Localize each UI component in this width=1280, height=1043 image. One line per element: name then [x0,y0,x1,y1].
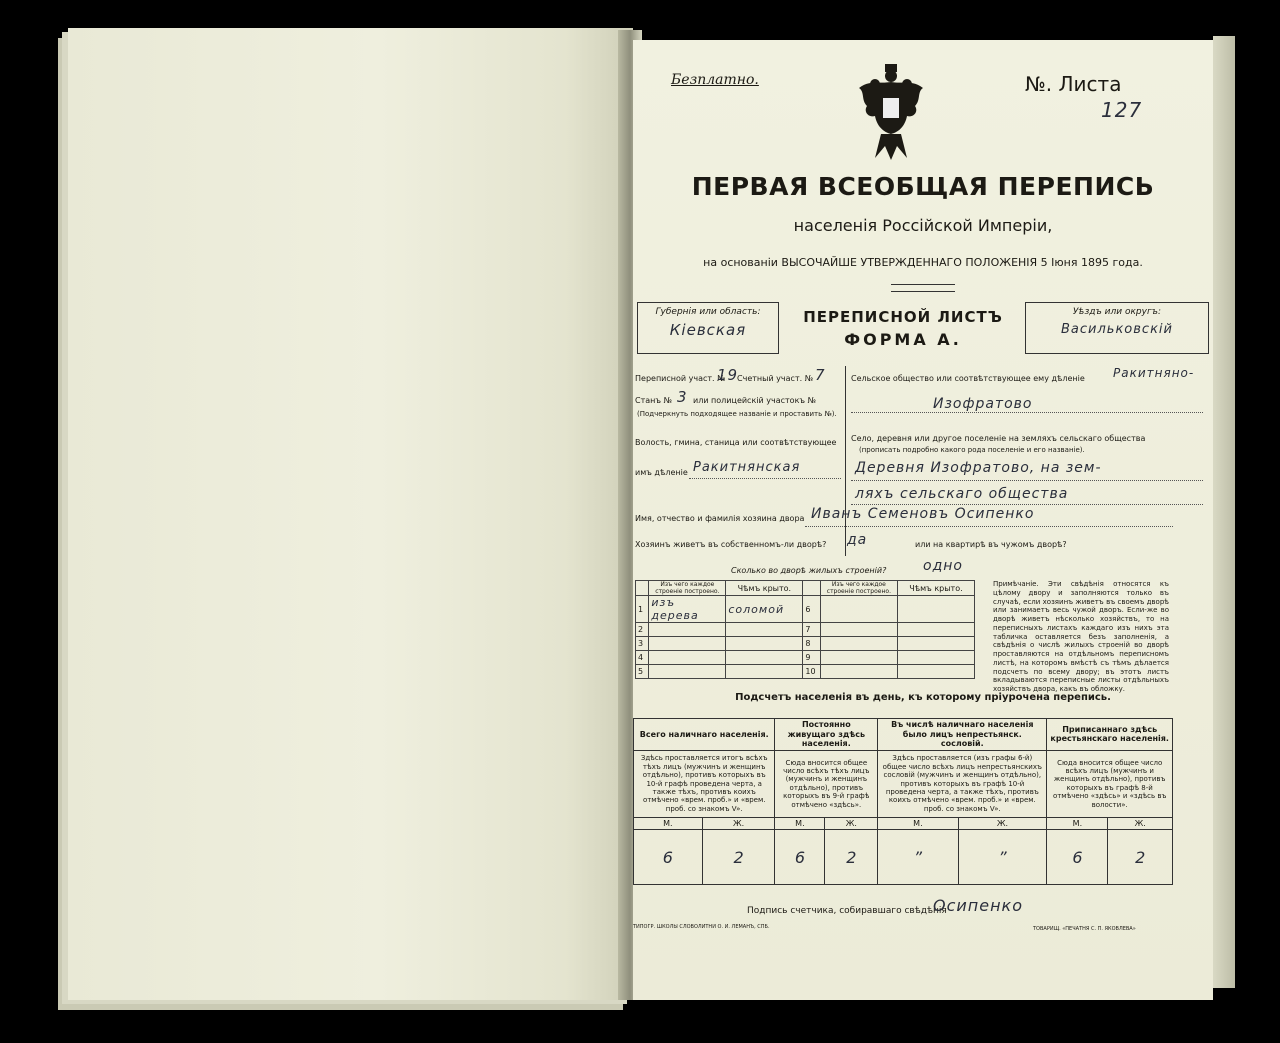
census-form-page [633,40,1213,1000]
double-headed-eagle-icon [851,62,931,162]
summary-col-desc: Здѣсь проставляется итогъ всѣхъ тѣхъ лицъ (мужчинъ и женщинъ отдѣльно), противъ которыхъ въ 10-й графѣ проведена черта, а также тѣхъ, противъ коихъ отмѣчено «врем. проб.» и «врем. проб. со знакомъ V». [634,750,775,817]
sheet-number: 127 [1101,98,1143,122]
nonpeasant-female-value: ” [958,830,1047,885]
summary-title: Подсчетъ населенія въ день, къ которому пріурочена перепись. [735,692,1111,703]
district-label: Уѣздъ или округъ: [1072,307,1162,317]
nonpeasant-male-value: ” [878,830,958,885]
volost-label: Волость, гмина, станица или соотвѣтствующее [635,438,837,447]
society-value-1: Ракитняно- [1113,366,1195,380]
peasant-female-value: 2 [1108,830,1173,885]
owner-line [805,526,1173,527]
lives-own-label: Хозяинъ живетъ въ собственномъ-ли дворѣ? [635,540,827,549]
summary-col-desc: Сюда вносится общее число всѣхъ тѣхъ лицъ (мужчинъ и женщинъ отдѣльно), противъ которыхъ въ 9-й графѣ отмѣчено «здѣсь». [775,750,878,817]
printer-right: ТОВАРИЩ. «ПЕЧАТНЯ С. П. ЯКОВЛЕВА» [1033,926,1136,932]
apartment-label: или на квартирѣ въ чужомъ дворѣ? [915,540,1067,549]
printer-left: ТИПОГР. ШКОЛЫ СЛОВОЛИТНИ О. И. ЛЕМАНЪ, СПБ. [633,924,770,930]
counting-section-value: 7 [815,366,826,384]
table-row: 5 10 [636,665,975,679]
buildings-note: Примѣчаніе. Эти свѣдѣнія относятся къ цѣлому двору и заполняются только въ случаѣ, если хозяинъ живетъ въ своемъ дворѣ или занимаетъ весь чужой дворъ. Если-же во дворѣ живетъ нѣсколько хозяйствъ, то на переписныхъ листахъ каждаго изъ нихъ эта табличка оставляется безъ заполненія, а свѣдѣнія о числѣ жилыхъ строеній во дворѣ проставляются на отдѣльномъ переписномъ листѣ, на которомъ вмѣстѣ съ тѣмъ дѣлается подсчетъ по всему двору; въ этотъ листъ вкладываются переписные листы отдѣльныхъ хозяйствъ двора, какъ въ обложку. [993,580,1169,693]
village-label: Село, деревня или другое поселеніе на земляхъ сельскаго общества [851,434,1146,443]
district-value: Васильковскій [1061,322,1173,337]
summary-col-head: Постоянно живущаго здѣсь населенія. [775,719,878,751]
stan-label: Станъ № [635,396,672,405]
summary-col-head: Приписаннаго здѣсь крестьянскаго населенія. [1047,719,1173,751]
form-type-title: ПЕРЕПИСНОЙ ЛИСТЪ [803,308,1003,326]
population-summary-table [633,718,1173,885]
census-section-label: Переписной участ. № [635,374,726,383]
table-row: 3 8 [636,637,975,651]
province-label: Губернія или область: [655,307,761,317]
table-row: 1 изъ дерева соломой 6 [636,596,975,623]
summary-col-desc: Здѣсь проставляется (изъ графы 6-й) общее число всѣхъ лицъ непрестьянскихъ сословій (мужчинъ и женщинъ отдѣльно), противъ которыхъ въ графѣ 10-й проведена черта, а также тѣхъ, противъ коихъ отмѣчено «врем. проб.» и «врем. проб. со знакомъ V». [878,750,1047,817]
table-row: 2 7 [636,623,975,637]
form-main-title: ПЕРВАЯ ВСЕОБЩАЯ ПЕРЕПИСЬ [691,172,1155,201]
summary-col-desc: Сюда вносится общее число всѣхъ лицъ (мужчинъ и женщинъ отдѣльно), противъ которыхъ въ графѣ 8-й отмѣчено «здѣсь» и «здѣсь въ волости». [1047,750,1173,817]
peasant-male-value: 6 [1047,830,1108,885]
table-row [634,830,1173,885]
summary-col-head: Въ числѣ наличнаго населенія было лицъ непрестьянск. сословій. [878,719,1047,751]
legal-basis: на основаніи ВЫСОЧАЙШЕ УТВЕРЖДЕННАГО ПОЛОЖЕНІЯ 5 Іюня 1895 года. [703,256,1143,269]
village-value-1: Деревня Изофратово, на зем- [855,460,1102,476]
total-male-value: 6 [634,830,703,885]
table-row: М. Ж. М. Ж. М. Ж. М. Ж. [634,817,1173,830]
field-column-divider [845,366,846,556]
volost-value: Ракитнянская [693,460,801,475]
owner-value: Иванъ Семеновъ Осипенко [811,506,1035,522]
village-line-2 [851,504,1203,505]
ornament-divider [891,284,955,292]
total-female-value: 2 [702,830,775,885]
summary-col-head: Всего наличнаго населенія. [634,719,775,751]
province-box [637,302,779,354]
col-material-right: Изъ чего каждое строеніе построено. [820,581,897,596]
village-line-1 [851,480,1203,481]
buildings-value: одно [923,558,963,574]
village-value-2: ляхъ сельскаго общества [855,486,1069,502]
district-box [1025,302,1209,354]
society-value-2: Изофратово [933,396,1033,412]
buildings-table [635,580,975,679]
lives-own-value: да [847,532,868,548]
sheet-label: №. Листа [1025,72,1122,96]
owner-label: Имя, отчество и фамилія хозяина двора [635,514,805,523]
volost-line [689,478,841,479]
society-label: Сельское общество или соотвѣтствующее ему дѣленіе [851,374,1085,383]
stan-value: 3 [677,388,688,406]
police-section-label: или полицейскій участокъ № [693,396,816,405]
counting-section-label: Счетный участ. № [737,374,814,383]
signature-label: Подпись счетчика, собиравшаго свѣдѣнія [747,906,947,916]
buildings-label: Сколько во дворѣ жилыхъ строеній? [731,566,887,575]
society-line [851,412,1203,413]
province-value: Кіевская [669,321,747,339]
form-type-code: ФОРМА А. [844,330,962,349]
col-roof-left: Чѣмъ крыто. [726,581,803,596]
left-blank-page [68,28,633,1000]
census-section-value: 19 [717,366,739,384]
form-subtitle: населенія Россійской Имперіи, [793,216,1053,235]
volost-label-2: имъ дѣленіе [635,468,688,477]
free-label: Безплатно. [671,72,759,88]
col-roof-right: Чѣмъ крыто. [897,581,974,596]
resident-male-value: 6 [775,830,825,885]
resident-female-value: 2 [825,830,878,885]
col-material-left: Изъ чего каждое строеніе построено. [649,581,726,596]
underline-note: (Подчеркнуть подходящее названіе и проставить №). [637,410,837,418]
signature-value: Осипенко [933,896,1024,915]
page-edges [1213,36,1235,988]
table-row: 4 9 [636,651,975,665]
village-note: (прописать подробно какого рода поселеніе и его названіе). [859,446,1085,454]
